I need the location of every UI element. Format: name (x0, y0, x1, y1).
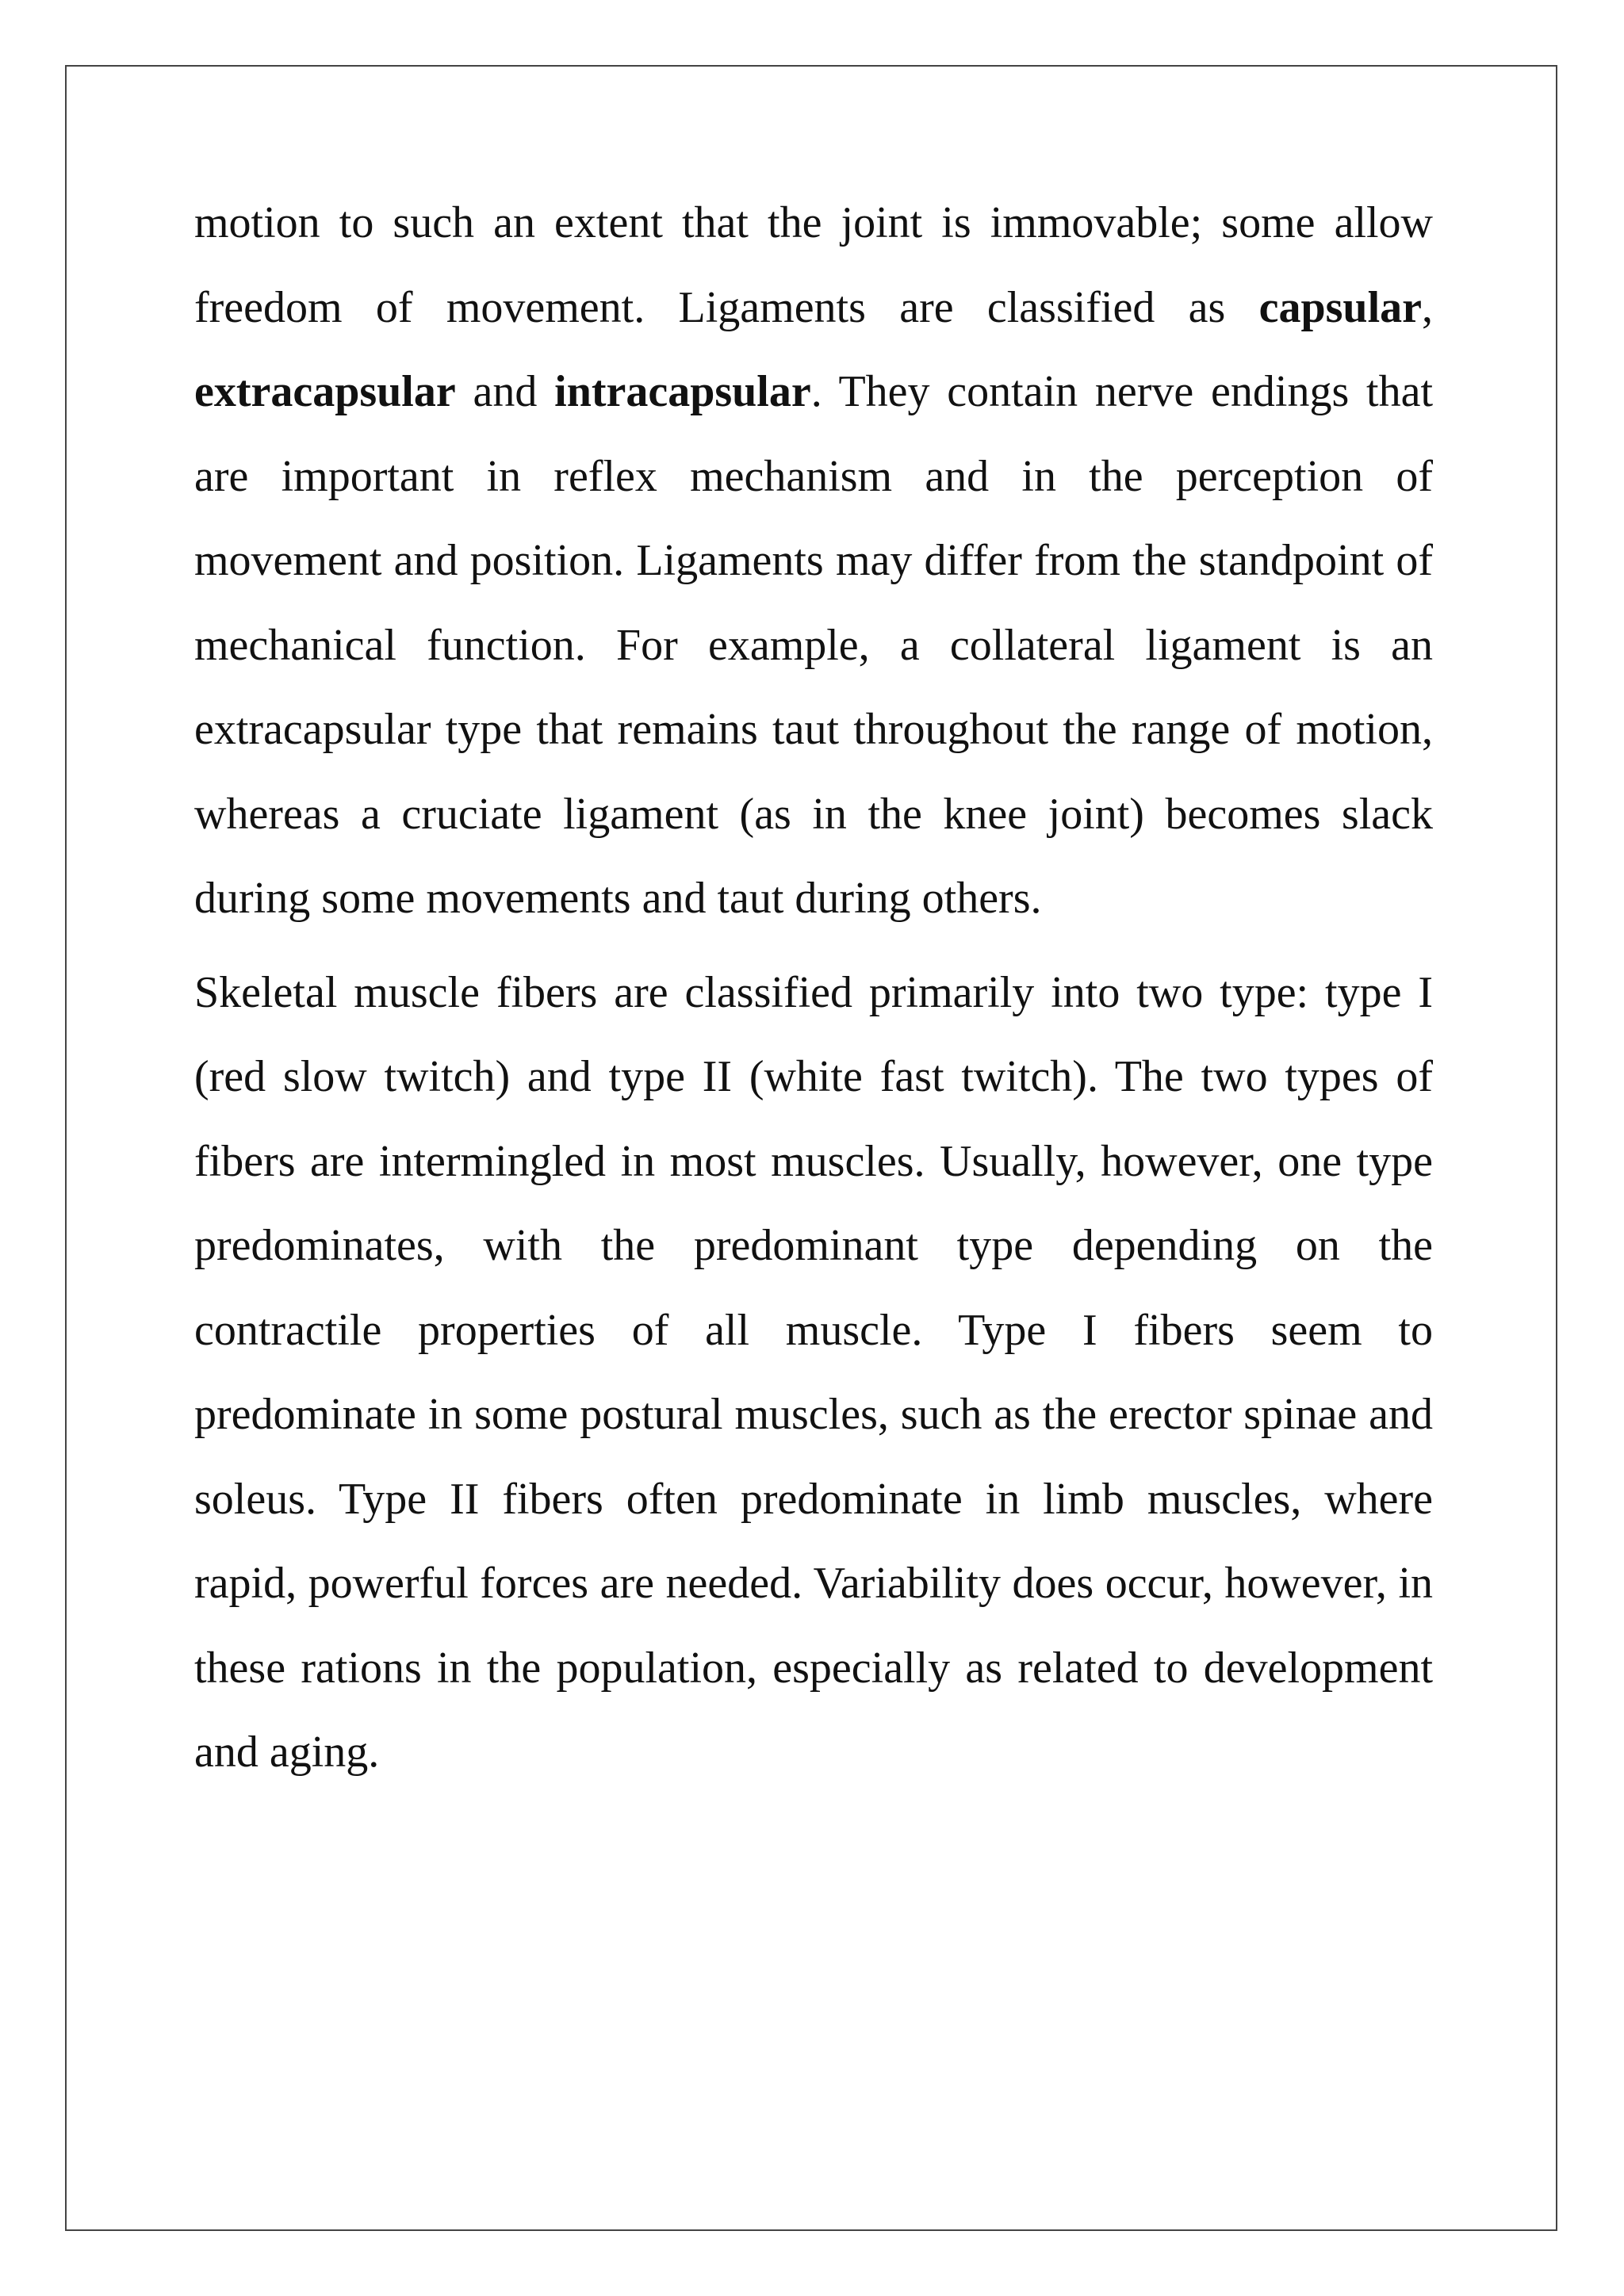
paragraph-ligaments-intro: motion to such an extent that the joint is immovable; some allow freedom of movement. Ligaments are classified as (194, 198, 1433, 332)
separator-comma: , (1422, 282, 1433, 332)
term-intracapsular: intracapsular (554, 367, 811, 416)
paragraph-ligaments (194, 181, 1433, 941)
paragraph-muscle-fibers: Skeletal muscle fibers are classified primarily into two type: type I (red slow twitch) and type II (white fast twitch). The two types of fibers are intermingled in most muscles. Usually, however, one type predominates, with the predominant type depending on the contractile properties of all muscle. Type I fibers seem to predominate in some postural muscles, such as the erector spinae and soleus. Type II fibers often predominate in limb muscles, where rapid, powerful forces are needed. Variability does occur, however, in these rations in the population, especially as related to development and aging. (194, 967, 1433, 1777)
term-extracapsular: extracapsular (194, 367, 456, 416)
separator-and: and (455, 367, 555, 416)
paragraph-ligaments-rest: . They contain nerve endings that are important in reflex mechanism and in the perception of movement and position. Ligaments may differ from the standpoint of mechanical function. For example, a collateral ligament is an extracapsular type that remains taut throughout the range of motion, whereas a cruciate ligament (as in the knee joint) becomes slack during some movements and taut during others. (194, 367, 1434, 923)
term-capsular: capsular (1258, 282, 1422, 332)
body-text (194, 181, 1433, 1795)
